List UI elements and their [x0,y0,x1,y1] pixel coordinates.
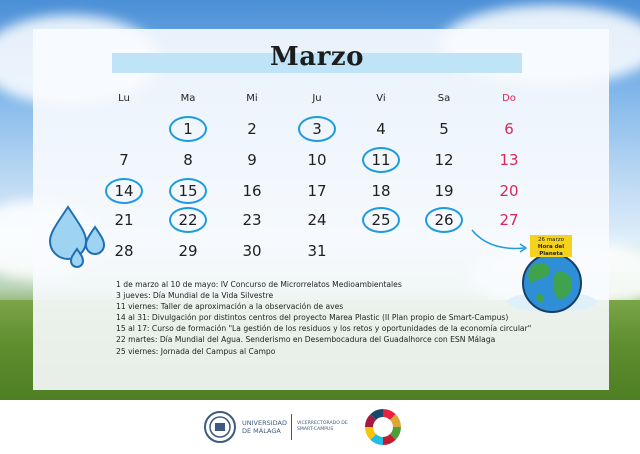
events-list [116,279,531,357]
calendar-day: 11 [371,151,391,169]
weekday-sun: Do [502,93,516,104]
university-line1: UNIVERSIDAD [242,419,287,427]
calendar-day: 29 [178,242,198,260]
calendar-day: 4 [376,120,386,138]
calendar-day: 7 [119,151,129,169]
calendar-day: 14 [114,182,134,200]
event-item: 14 al 31: Divulgación por distintos centros del proyecto Marea Plastic (II Plan propio de Smart-Campus) [116,313,509,323]
event-item: 1 de marzo al 10 de mayo: IV Concurso de Microrrelatos Medioambientales [116,280,402,289]
calendar-day: 3 [312,120,322,138]
calendar-day: 13 [499,151,519,169]
calendar-day: 9 [247,151,257,169]
calendar-day: 31 [307,242,327,260]
weekday-thu: Ju [312,93,322,104]
calendar-day: 12 [434,151,454,169]
month-title: Marzo [270,42,364,72]
calendar-day: 1 [183,120,193,138]
calendar-day: 21 [114,211,134,229]
event-item: 15 al 17: Curso de formación "La gestión de los residuos y los retos y oportunidades de la economía circular" [116,324,532,334]
weekday-wed: Mi [246,93,258,104]
vicerrectorado-line1: VICERRECTORADO DE [297,421,348,426]
weekday-tue: Ma [180,93,196,104]
calendar-day: 22 [178,211,198,229]
calendar-day: 10 [307,151,327,169]
calendar-day: 26 [434,211,454,229]
calendar-day: 15 [178,182,198,200]
event-item: 22 martes: Día Mundial del Agua. Senderismo en Desembocadura del Guadalhorce con ESN Málaga [116,335,496,345]
calendar-day: 30 [242,242,262,260]
university-name [242,419,287,435]
calendar-day: 5 [439,120,449,138]
calendar-day: 28 [114,242,134,260]
calendar-day: 24 [307,211,327,229]
calendar-day: 23 [242,211,262,229]
calendar-day: 25 [371,211,391,229]
weekday-fri: Vi [376,93,386,104]
sdg-wheel-icon [364,408,402,446]
vicerrectorado-name [297,421,348,433]
weekday-sat: Sa [437,93,451,104]
badge-date: 26 marzo [538,237,564,243]
event-item: 3 jueves: Día Mundial de la Vida Silvestre [116,291,274,301]
weekday-mon: Lu [118,93,130,104]
university-line2: DE MÁLAGA [242,427,281,435]
calendar-day: 27 [499,211,519,229]
vicerrectorado-line2: SMART-CAMPUS [297,427,334,432]
calendar-day: 17 [307,182,327,200]
badge-label: Hora del Planeta [537,244,565,257]
calendar-day: 16 [242,182,262,200]
footer-divider [291,414,292,440]
calendar-day: 8 [183,151,193,169]
calendar-day: 6 [504,120,514,138]
calendar-day: 19 [434,182,454,200]
calendar-day: 2 [247,120,257,138]
calendar-day: 20 [499,182,519,200]
event-item: 11 viernes: Taller de aproximación a la observación de aves [116,302,344,312]
water-drops-icon [48,205,112,271]
event-item: 25 viernes: Jornada del Campus al Campo [116,346,276,356]
university-seal-icon [204,411,236,443]
earth-hour-badge [530,235,572,257]
calendar-day: 18 [371,182,391,200]
